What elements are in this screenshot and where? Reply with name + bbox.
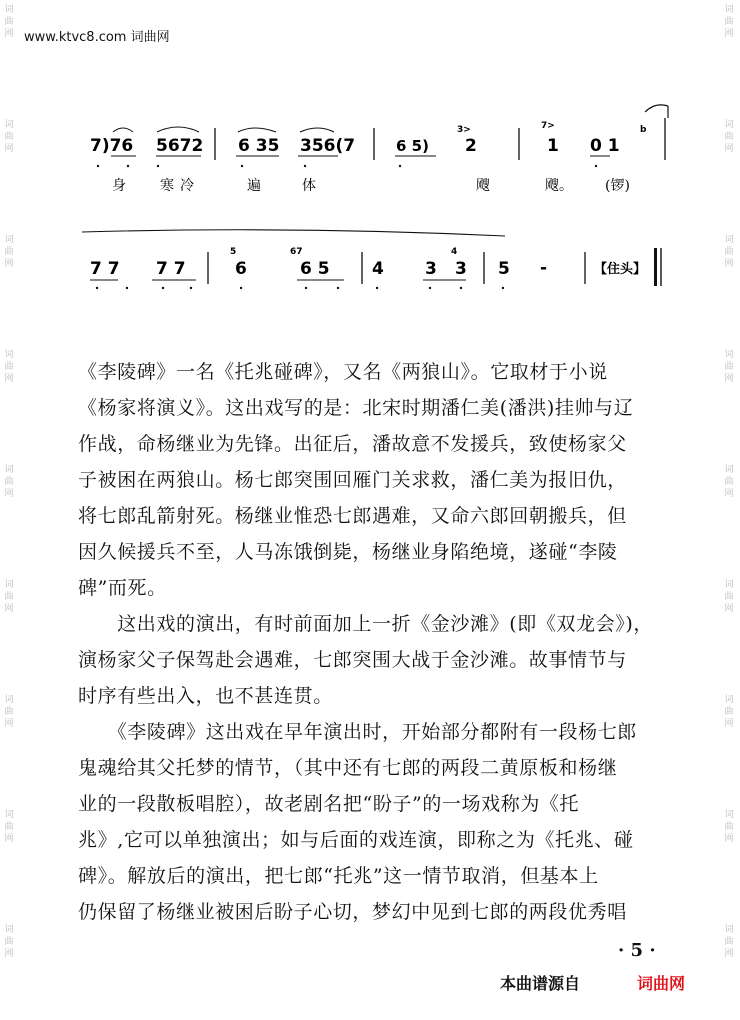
watermark-char: 曲 <box>724 247 734 257</box>
watermark-char: 曲 <box>4 247 14 257</box>
text-line: 碑》。解放后的演出，把七郎“托兆”这一情节取消，但基本上 <box>78 865 599 887</box>
watermark-char: 网 <box>4 489 14 499</box>
watermark-group <box>2 924 16 960</box>
music-score <box>0 0 740 330</box>
watermark-group <box>722 924 736 960</box>
watermark-char: 网 <box>724 374 734 384</box>
watermark-group <box>722 579 736 615</box>
note-group: 2 <box>465 136 477 156</box>
watermark-char: 词 <box>724 695 734 705</box>
watermark-char: 网 <box>4 374 14 384</box>
watermark-char: 词 <box>724 580 734 590</box>
tie-arc <box>645 105 668 112</box>
slur <box>113 128 133 132</box>
watermark-char: 网 <box>4 259 14 269</box>
watermark-char: 词 <box>4 695 14 705</box>
watermark-char: 词 <box>724 925 734 935</box>
text-line: 作战，命杨继业为先锋。出征后，潘故意不发援兵，致使杨家父 <box>78 433 627 455</box>
grace-mark: 3> <box>457 125 471 135</box>
watermark-group <box>2 349 16 385</box>
lyric: 遍 <box>247 178 261 194</box>
watermark-char: 曲 <box>4 937 14 947</box>
watermark-char: 曲 <box>4 17 14 27</box>
watermark-char: 网 <box>724 489 734 499</box>
watermark-char: 曲 <box>4 592 14 602</box>
watermark-char: 网 <box>4 29 14 39</box>
lyric: 身 <box>112 178 126 194</box>
watermark-char: 网 <box>724 144 734 154</box>
note-group: 6 <box>235 259 247 279</box>
lyric: 寒冷 <box>160 178 200 194</box>
grace-mark: b <box>640 125 647 135</box>
watermark-char: 网 <box>724 604 734 614</box>
note-group: 7)76 <box>90 136 134 156</box>
slur <box>300 128 334 132</box>
grace-mark: 7> <box>541 121 555 131</box>
watermark-char: 词 <box>4 235 14 245</box>
watermark-char: 网 <box>4 949 14 959</box>
note-group: 356(7 <box>300 136 356 156</box>
grace-mark: 67 <box>290 247 303 257</box>
text-line: 业的一段散板唱腔），故老剧名把“盼子”的一场戏称为《托 <box>78 793 580 815</box>
slur <box>238 128 276 132</box>
watermark-char: 网 <box>4 834 14 844</box>
note-group: 3 <box>425 259 437 279</box>
page-number: · 5 · <box>618 940 656 961</box>
watermark-char: 词 <box>4 580 14 590</box>
paragraph-3 <box>78 714 670 930</box>
watermark-char: 曲 <box>724 477 734 487</box>
note-group: 1 <box>547 136 559 156</box>
watermark-char: 曲 <box>4 707 14 717</box>
watermark-char: 词 <box>724 465 734 475</box>
watermark-char: 词 <box>4 350 14 360</box>
lyric: (锣) <box>605 178 630 194</box>
lyric: 飕 <box>476 178 490 194</box>
dash: - <box>540 258 548 278</box>
watermark-char: 词 <box>724 350 734 360</box>
watermark-char: 曲 <box>724 707 734 717</box>
watermark-char: 曲 <box>724 592 734 602</box>
watermark-char: 词 <box>4 925 14 935</box>
watermark-char: 曲 <box>724 822 734 832</box>
long-slur <box>82 230 505 236</box>
watermark-char: 曲 <box>724 937 734 947</box>
text-line: 时序有些出入，也不甚连贯。 <box>78 685 333 707</box>
watermark-group <box>722 809 736 845</box>
text-line: 仍保留了杨继业被困后盼子心切，梦幻中见到七郎的两段优秀唱 <box>78 901 627 923</box>
watermark-char: 网 <box>4 144 14 154</box>
watermark-char: 词 <box>4 465 14 475</box>
grace-mark: 4 <box>451 247 458 257</box>
watermark-char: 网 <box>4 604 14 614</box>
watermark-group <box>722 464 736 500</box>
footer-source-label: 本曲谱源自 <box>500 974 581 993</box>
text-line: 《李陵碑》这出戏在早年演出时，开始部分都附有一段杨七郎 <box>78 721 637 743</box>
watermark-char: 词 <box>4 810 14 820</box>
note-group: 5672 <box>156 136 204 156</box>
watermark-group <box>722 694 736 730</box>
watermark-char: 网 <box>4 719 14 729</box>
watermark-char: 词 <box>724 810 734 820</box>
watermark-group <box>2 464 16 500</box>
watermark-char: 词 <box>724 120 734 130</box>
text-line: 《李陵碑》一名《托兆碰碑》，又名《两狼山》。它取材于小说 <box>78 361 608 383</box>
text-line: 这出戏的演出，有时前面加上一折《金沙滩》(即《双龙会》)， <box>78 613 653 635</box>
watermark-char: 网 <box>724 29 734 39</box>
watermark-char: 网 <box>724 949 734 959</box>
watermark-char: 曲 <box>4 362 14 372</box>
final-bar-thick <box>654 248 657 286</box>
note-group: 5 <box>498 259 510 279</box>
watermark-char: 曲 <box>724 132 734 142</box>
note-group: 4 <box>372 259 384 279</box>
text-line: 将七郎乱箭射死。杨继业惟恐七郎遇难，又命六郎回朝搬兵，但 <box>78 505 627 527</box>
watermark-char: 曲 <box>4 132 14 142</box>
text-line: 因久候援兵不至，人马冻饿倒毙，杨继业身陷绝境，遂碰“李陵 <box>78 541 618 563</box>
note-group: 7 7 <box>90 259 120 279</box>
watermark-char: 曲 <box>4 477 14 487</box>
watermark-char: 词 <box>724 235 734 245</box>
paragraph-1 <box>78 354 670 606</box>
paragraph-2 <box>78 606 670 714</box>
watermark-char: 网 <box>724 259 734 269</box>
text-line: 《杨家将演义》。这出戏写的是：北宋时期潘仁美(潘洪)挂帅与辽 <box>78 397 634 419</box>
note-group: 7 7 <box>156 259 186 279</box>
site-url: www.ktvc8.com 词曲网 <box>24 30 170 45</box>
watermark-char: 曲 <box>4 822 14 832</box>
watermark-group <box>2 809 16 845</box>
lyric: 体 <box>302 178 316 194</box>
watermark-char: 网 <box>724 719 734 729</box>
text-line: 鬼魂给其父托梦的情节，（其中还有七郎的两段二黄原板和杨继 <box>78 757 618 779</box>
watermark-char: 词 <box>4 5 14 15</box>
watermark-group <box>2 694 16 730</box>
grace-mark: 5 <box>230 247 237 257</box>
watermark-char: 曲 <box>724 362 734 372</box>
text-line: 碑”而死。 <box>78 577 167 599</box>
footer-brand: 词曲网 <box>637 974 686 993</box>
lyric: 飕。 <box>545 178 573 194</box>
text-line: 演杨家父子保驾赴会遇难，七郎突围大战于金沙滩。故事情节与 <box>78 649 627 671</box>
note-group: 0 1 <box>590 136 620 156</box>
note-group: 3 <box>455 259 467 279</box>
slur <box>157 127 199 132</box>
note-group: 6 35 <box>238 136 280 156</box>
watermark-char: 曲 <box>724 17 734 27</box>
note-group: 6 5 <box>300 259 330 279</box>
watermark-group <box>722 349 736 385</box>
end-label: 【住头】 <box>594 262 647 277</box>
text-line: 子被困在两狼山。杨七郎突围回雁门关求救，潘仁美为报旧仇， <box>78 469 627 491</box>
text-line: 兆》,它可以单独演出；如与后面的戏连演，即称之为《托兆、碰 <box>78 829 634 851</box>
watermark-char: 词 <box>724 5 734 15</box>
note-group: 6 5) <box>396 137 429 155</box>
watermark-group <box>2 579 16 615</box>
watermark-char: 词 <box>4 120 14 130</box>
watermark-char: 网 <box>724 834 734 844</box>
